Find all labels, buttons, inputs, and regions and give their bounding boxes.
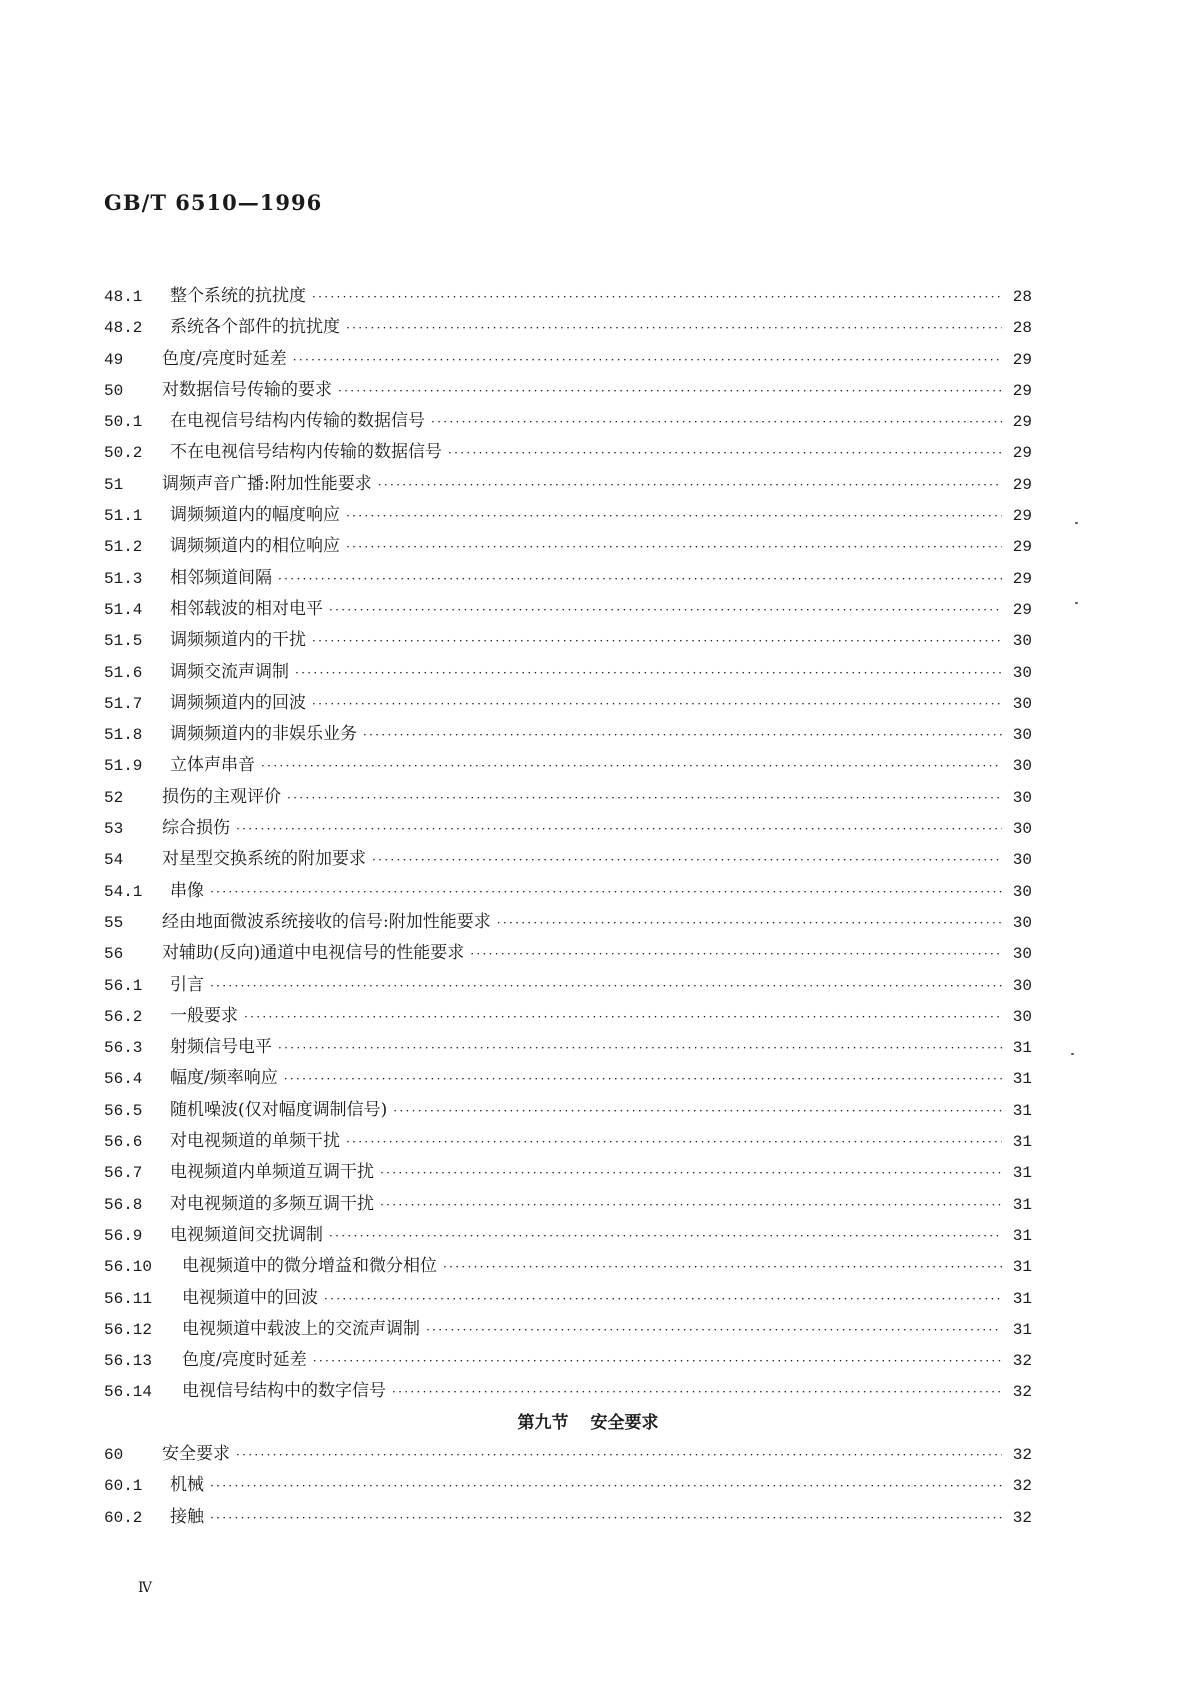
toc-entry-number: 51.6 xyxy=(104,663,143,682)
scan-speck xyxy=(1075,602,1078,604)
toc-entry xyxy=(104,688,1032,719)
toc-entry-title: 相邻频道间隔 xyxy=(170,567,272,588)
toc-part-2 xyxy=(104,1439,1032,1533)
toc-entry-title: 调频频道内的相位响应 xyxy=(170,536,340,557)
toc-entry-number: 51.5 xyxy=(104,632,143,651)
toc-dot-leader xyxy=(346,532,1002,562)
toc-entry xyxy=(104,1001,1032,1032)
toc-entry-page: 30 xyxy=(1012,851,1032,870)
toc-entry xyxy=(104,1251,1032,1282)
toc-entry xyxy=(104,437,1032,468)
toc-entry-page: 31 xyxy=(1012,1070,1032,1089)
toc-entry-page: 30 xyxy=(1012,694,1032,713)
toc-dot-leader xyxy=(448,438,1002,468)
toc-entry-number: 51 xyxy=(104,475,124,494)
toc-entry xyxy=(104,375,1032,406)
toc-entry-number: 51.8 xyxy=(104,726,143,745)
toc-entry xyxy=(104,1220,1032,1251)
toc-entry-title: 对辅助(反向)通道中电视信号的性能要求 xyxy=(162,943,465,964)
toc-entry xyxy=(104,1032,1032,1063)
toc-entry-page: 31 xyxy=(1012,1258,1032,1277)
toc-entry-title: 色度/亮度时延差 xyxy=(162,348,287,369)
toc-entry-title: 调频交流声调制 xyxy=(170,661,289,682)
toc-entry-page: 31 xyxy=(1012,1320,1032,1339)
toc-entry-number: 56.14 xyxy=(104,1383,153,1402)
toc-dot-leader xyxy=(338,376,1002,406)
toc-entry-page: 31 xyxy=(1012,1289,1032,1308)
table-of-contents xyxy=(104,281,1032,1533)
toc-entry-title: 整个系统的抗扰度 xyxy=(170,286,306,306)
toc-entry xyxy=(104,1126,1032,1157)
toc-entry-page: 30 xyxy=(1012,632,1032,651)
toc-entry-page: 29 xyxy=(1012,475,1032,494)
toc-entry-number: 56.9 xyxy=(104,1226,143,1245)
section-label: 第九节 xyxy=(517,1412,569,1433)
toc-entry-number: 52 xyxy=(104,788,124,807)
toc-entry-number: 56.5 xyxy=(104,1101,143,1120)
toc-entry-number: 50 xyxy=(104,381,124,400)
toc-entry xyxy=(104,1345,1032,1376)
toc-entry xyxy=(104,970,1032,1001)
toc-entry-number: 56.13 xyxy=(104,1352,153,1371)
toc-entry xyxy=(104,500,1032,531)
toc-entry-number: 49 xyxy=(104,350,124,369)
toc-dot-leader xyxy=(346,501,1002,531)
toc-entry-title: 串像 xyxy=(170,880,204,901)
toc-dot-leader xyxy=(392,1377,1002,1407)
toc-entry-title: 调频频道内的干扰 xyxy=(170,630,306,651)
toc-entry-page: 32 xyxy=(1012,1352,1032,1371)
toc-entry xyxy=(104,907,1032,938)
toc-entry xyxy=(104,750,1032,781)
toc-entry-number: 56.11 xyxy=(104,1289,153,1308)
toc-entry-title: 对星型交换系统的附加要求 xyxy=(162,849,366,870)
toc-entry-page: 29 xyxy=(1012,538,1032,557)
toc-entry-title: 射频信号电平 xyxy=(170,1037,272,1058)
toc-entry-title: 调频声音广播:附加性能要求 xyxy=(162,473,372,494)
toc-entry-page: 32 xyxy=(1012,1383,1032,1402)
toc-entry-title: 调频频道内的回波 xyxy=(170,692,306,713)
toc-entry-page: 30 xyxy=(1012,757,1032,776)
toc-part-1 xyxy=(104,281,1032,1408)
toc-entry-number: 53 xyxy=(104,820,124,839)
toc-entry xyxy=(104,1376,1032,1407)
toc-entry-page: 30 xyxy=(1012,726,1032,745)
toc-entry-title: 系统各个部件的抗扰度 xyxy=(170,317,340,338)
toc-entry-title: 相邻载波的相对电平 xyxy=(170,598,323,619)
toc-dot-leader xyxy=(312,689,1002,719)
toc-entry-number: 54.1 xyxy=(104,882,143,901)
toc-entry xyxy=(104,1095,1032,1126)
toc-entry xyxy=(104,344,1032,375)
toc-dot-leader xyxy=(313,1346,1002,1376)
toc-entry-number: 51.3 xyxy=(104,569,143,588)
scan-speck xyxy=(1075,522,1078,524)
toc-entry xyxy=(104,406,1032,437)
toc-entry xyxy=(104,782,1032,813)
toc-entry xyxy=(104,844,1032,875)
toc-entry-page: 32 xyxy=(1012,1445,1032,1464)
toc-entry-number: 56.3 xyxy=(104,1039,143,1058)
toc-entry-title: 在电视信号结构内传输的数据信号 xyxy=(170,411,425,432)
toc-entry-page: 31 xyxy=(1012,1133,1032,1152)
page-number: Ⅳ xyxy=(138,1580,152,1596)
toc-dot-leader xyxy=(284,1064,1002,1094)
toc-dot-leader xyxy=(210,1471,1002,1501)
toc-dot-leader xyxy=(431,407,1002,437)
toc-dot-leader xyxy=(329,1221,1002,1251)
toc-dot-leader xyxy=(278,564,1002,594)
toc-dot-leader xyxy=(380,1190,1002,1220)
toc-entry-page: 28 xyxy=(1012,319,1032,338)
toc-entry xyxy=(104,531,1032,562)
toc-entry-number: 51.1 xyxy=(104,507,143,526)
toc-entry xyxy=(104,281,1032,312)
toc-entry-page: 30 xyxy=(1012,945,1032,964)
toc-entry-page: 30 xyxy=(1012,976,1032,995)
toc-entry-title: 损伤的主观评价 xyxy=(162,786,281,807)
toc-entry-page: 31 xyxy=(1012,1195,1032,1214)
toc-entry xyxy=(104,1314,1032,1345)
toc-entry-number: 51.2 xyxy=(104,538,143,557)
toc-dot-leader xyxy=(426,1315,1002,1345)
toc-entry-title: 电视频道中的微分增益和微分相位 xyxy=(182,1256,437,1277)
toc-entry xyxy=(104,1157,1032,1188)
toc-entry-title: 电视频道中的回波 xyxy=(182,1287,318,1308)
toc-entry-number: 60.1 xyxy=(104,1477,143,1496)
toc-entry-title: 安全要求 xyxy=(162,1443,230,1464)
toc-entry-page: 29 xyxy=(1012,381,1032,400)
toc-dot-leader xyxy=(293,345,1002,375)
toc-entry xyxy=(104,1470,1032,1501)
toc-entry-title: 电视频道中载波上的交流声调制 xyxy=(182,1318,420,1339)
toc-entry-title: 随机噪波(仅对幅度调制信号) xyxy=(170,1099,388,1120)
toc-dot-leader xyxy=(329,595,1002,625)
section-heading xyxy=(104,1408,1032,1439)
toc-dot-leader xyxy=(295,658,1002,688)
toc-dot-leader xyxy=(378,470,1002,500)
toc-entry-page: 28 xyxy=(1012,288,1032,306)
toc-entry-title: 调频频道内的幅度响应 xyxy=(170,505,340,526)
toc-entry-page: 29 xyxy=(1012,569,1032,588)
toc-dot-leader xyxy=(236,814,1002,844)
toc-entry-page: 31 xyxy=(1012,1039,1032,1058)
toc-dot-leader xyxy=(312,626,1002,656)
toc-entry-title: 色度/亮度时延差 xyxy=(182,1350,307,1371)
toc-entry-number: 56.2 xyxy=(104,1007,143,1026)
toc-dot-leader xyxy=(210,1503,1002,1533)
toc-entry-number: 48.2 xyxy=(104,319,143,338)
toc-entry-page: 31 xyxy=(1012,1101,1032,1120)
toc-entry-number: 51.4 xyxy=(104,600,143,619)
toc-dot-leader xyxy=(393,1096,1002,1126)
toc-entry-page: 30 xyxy=(1012,882,1032,901)
toc-entry xyxy=(104,594,1032,625)
toc-entry-number: 48.1 xyxy=(104,288,143,306)
toc-entry xyxy=(104,938,1032,969)
toc-dot-leader xyxy=(324,1284,1002,1314)
toc-dot-leader xyxy=(261,751,1002,781)
toc-dot-leader xyxy=(497,908,1002,938)
toc-dot-leader xyxy=(443,1252,1002,1282)
toc-entry-title: 电视频道间交扰调制 xyxy=(170,1224,323,1245)
toc-entry xyxy=(104,1283,1032,1314)
toc-dot-leader xyxy=(380,1158,1002,1188)
standard-code-header: GB/T 6510—1996 xyxy=(104,190,323,215)
toc-entry-title: 对电视频道的多频互调干扰 xyxy=(170,1193,374,1214)
toc-entry-number: 56.6 xyxy=(104,1133,143,1152)
toc-entry-page: 30 xyxy=(1012,663,1032,682)
toc-entry-title: 电视信号结构中的数字信号 xyxy=(182,1381,386,1402)
toc-dot-leader xyxy=(236,1440,1002,1470)
toc-dot-leader xyxy=(278,1033,1002,1063)
toc-entry-number: 54 xyxy=(104,851,124,870)
toc-entry xyxy=(104,1063,1032,1094)
toc-entry xyxy=(104,813,1032,844)
toc-dot-leader xyxy=(346,1127,1002,1157)
toc-entry-page: 31 xyxy=(1012,1226,1032,1245)
toc-entry-title: 经由地面微波系统接收的信号:附加性能要求 xyxy=(162,911,491,932)
toc-entry xyxy=(104,1502,1032,1533)
toc-entry-number: 56.8 xyxy=(104,1195,143,1214)
toc-entry-page: 29 xyxy=(1012,444,1032,463)
toc-entry-number: 55 xyxy=(104,913,124,932)
toc-entry-number: 51.9 xyxy=(104,757,143,776)
toc-entry xyxy=(104,469,1032,500)
toc-entry xyxy=(104,719,1032,750)
toc-entry-page: 32 xyxy=(1012,1477,1032,1496)
toc-entry-number: 50.1 xyxy=(104,413,143,432)
toc-entry-title: 接触 xyxy=(170,1506,204,1527)
toc-entry xyxy=(104,1189,1032,1220)
toc-dot-leader xyxy=(363,720,1002,750)
toc-entry-title: 引言 xyxy=(170,974,204,995)
toc-entry-page: 30 xyxy=(1012,913,1032,932)
toc-entry xyxy=(104,657,1032,688)
toc-entry-title: 调频频道内的非娱乐业务 xyxy=(170,724,357,745)
toc-dot-leader xyxy=(210,877,1002,907)
toc-entry xyxy=(104,563,1032,594)
toc-entry-title: 电视频道内单频道互调干扰 xyxy=(170,1162,374,1183)
toc-entry xyxy=(104,876,1032,907)
toc-dot-leader xyxy=(372,845,1002,875)
toc-entry-number: 56 xyxy=(104,945,124,964)
toc-entry-number: 56.12 xyxy=(104,1320,153,1339)
toc-dot-leader xyxy=(244,1002,1002,1032)
toc-dot-leader xyxy=(210,971,1002,1001)
toc-entry-page: 30 xyxy=(1012,788,1032,807)
toc-entry-number: 56.10 xyxy=(104,1258,153,1277)
toc-entry xyxy=(104,1439,1032,1470)
toc-dot-leader xyxy=(470,939,1002,969)
toc-entry-page: 30 xyxy=(1012,1007,1032,1026)
toc-entry-number: 60.2 xyxy=(104,1508,143,1527)
toc-dot-leader xyxy=(312,282,1002,312)
toc-entry-page: 32 xyxy=(1012,1508,1032,1527)
toc-entry-page: 29 xyxy=(1012,350,1032,369)
toc-entry-page: 29 xyxy=(1012,413,1032,432)
section-title: 安全要求 xyxy=(590,1412,659,1433)
toc-entry-title: 不在电视信号结构内传输的数据信号 xyxy=(170,442,442,463)
toc-entry-page: 29 xyxy=(1012,600,1032,619)
toc-entry xyxy=(104,625,1032,656)
toc-entry-number: 50.2 xyxy=(104,444,143,463)
toc-entry-number: 56.1 xyxy=(104,976,143,995)
toc-entry-title: 一般要求 xyxy=(170,1005,238,1026)
toc-entry-number: 56.4 xyxy=(104,1070,143,1089)
toc-entry-title: 幅度/频率响应 xyxy=(170,1068,278,1089)
toc-entry-number: 56.7 xyxy=(104,1164,143,1183)
toc-entry-title: 对电视频道的单频干扰 xyxy=(170,1131,340,1152)
toc-entry-page: 30 xyxy=(1012,820,1032,839)
toc-dot-leader xyxy=(346,313,1002,343)
toc-entry-number: 60 xyxy=(104,1445,124,1464)
toc-entry-title: 综合损伤 xyxy=(162,818,230,839)
toc-entry-page: 31 xyxy=(1012,1164,1032,1183)
toc-entry-title: 立体声串音 xyxy=(170,755,255,776)
scan-speck xyxy=(1071,1053,1074,1055)
toc-dot-leader xyxy=(287,783,1002,813)
toc-entry xyxy=(104,312,1032,343)
toc-entry-title: 机械 xyxy=(170,1475,204,1496)
toc-entry-page: 29 xyxy=(1012,507,1032,526)
toc-entry-title: 对数据信号传输的要求 xyxy=(162,379,332,400)
toc-entry-number: 51.7 xyxy=(104,694,143,713)
